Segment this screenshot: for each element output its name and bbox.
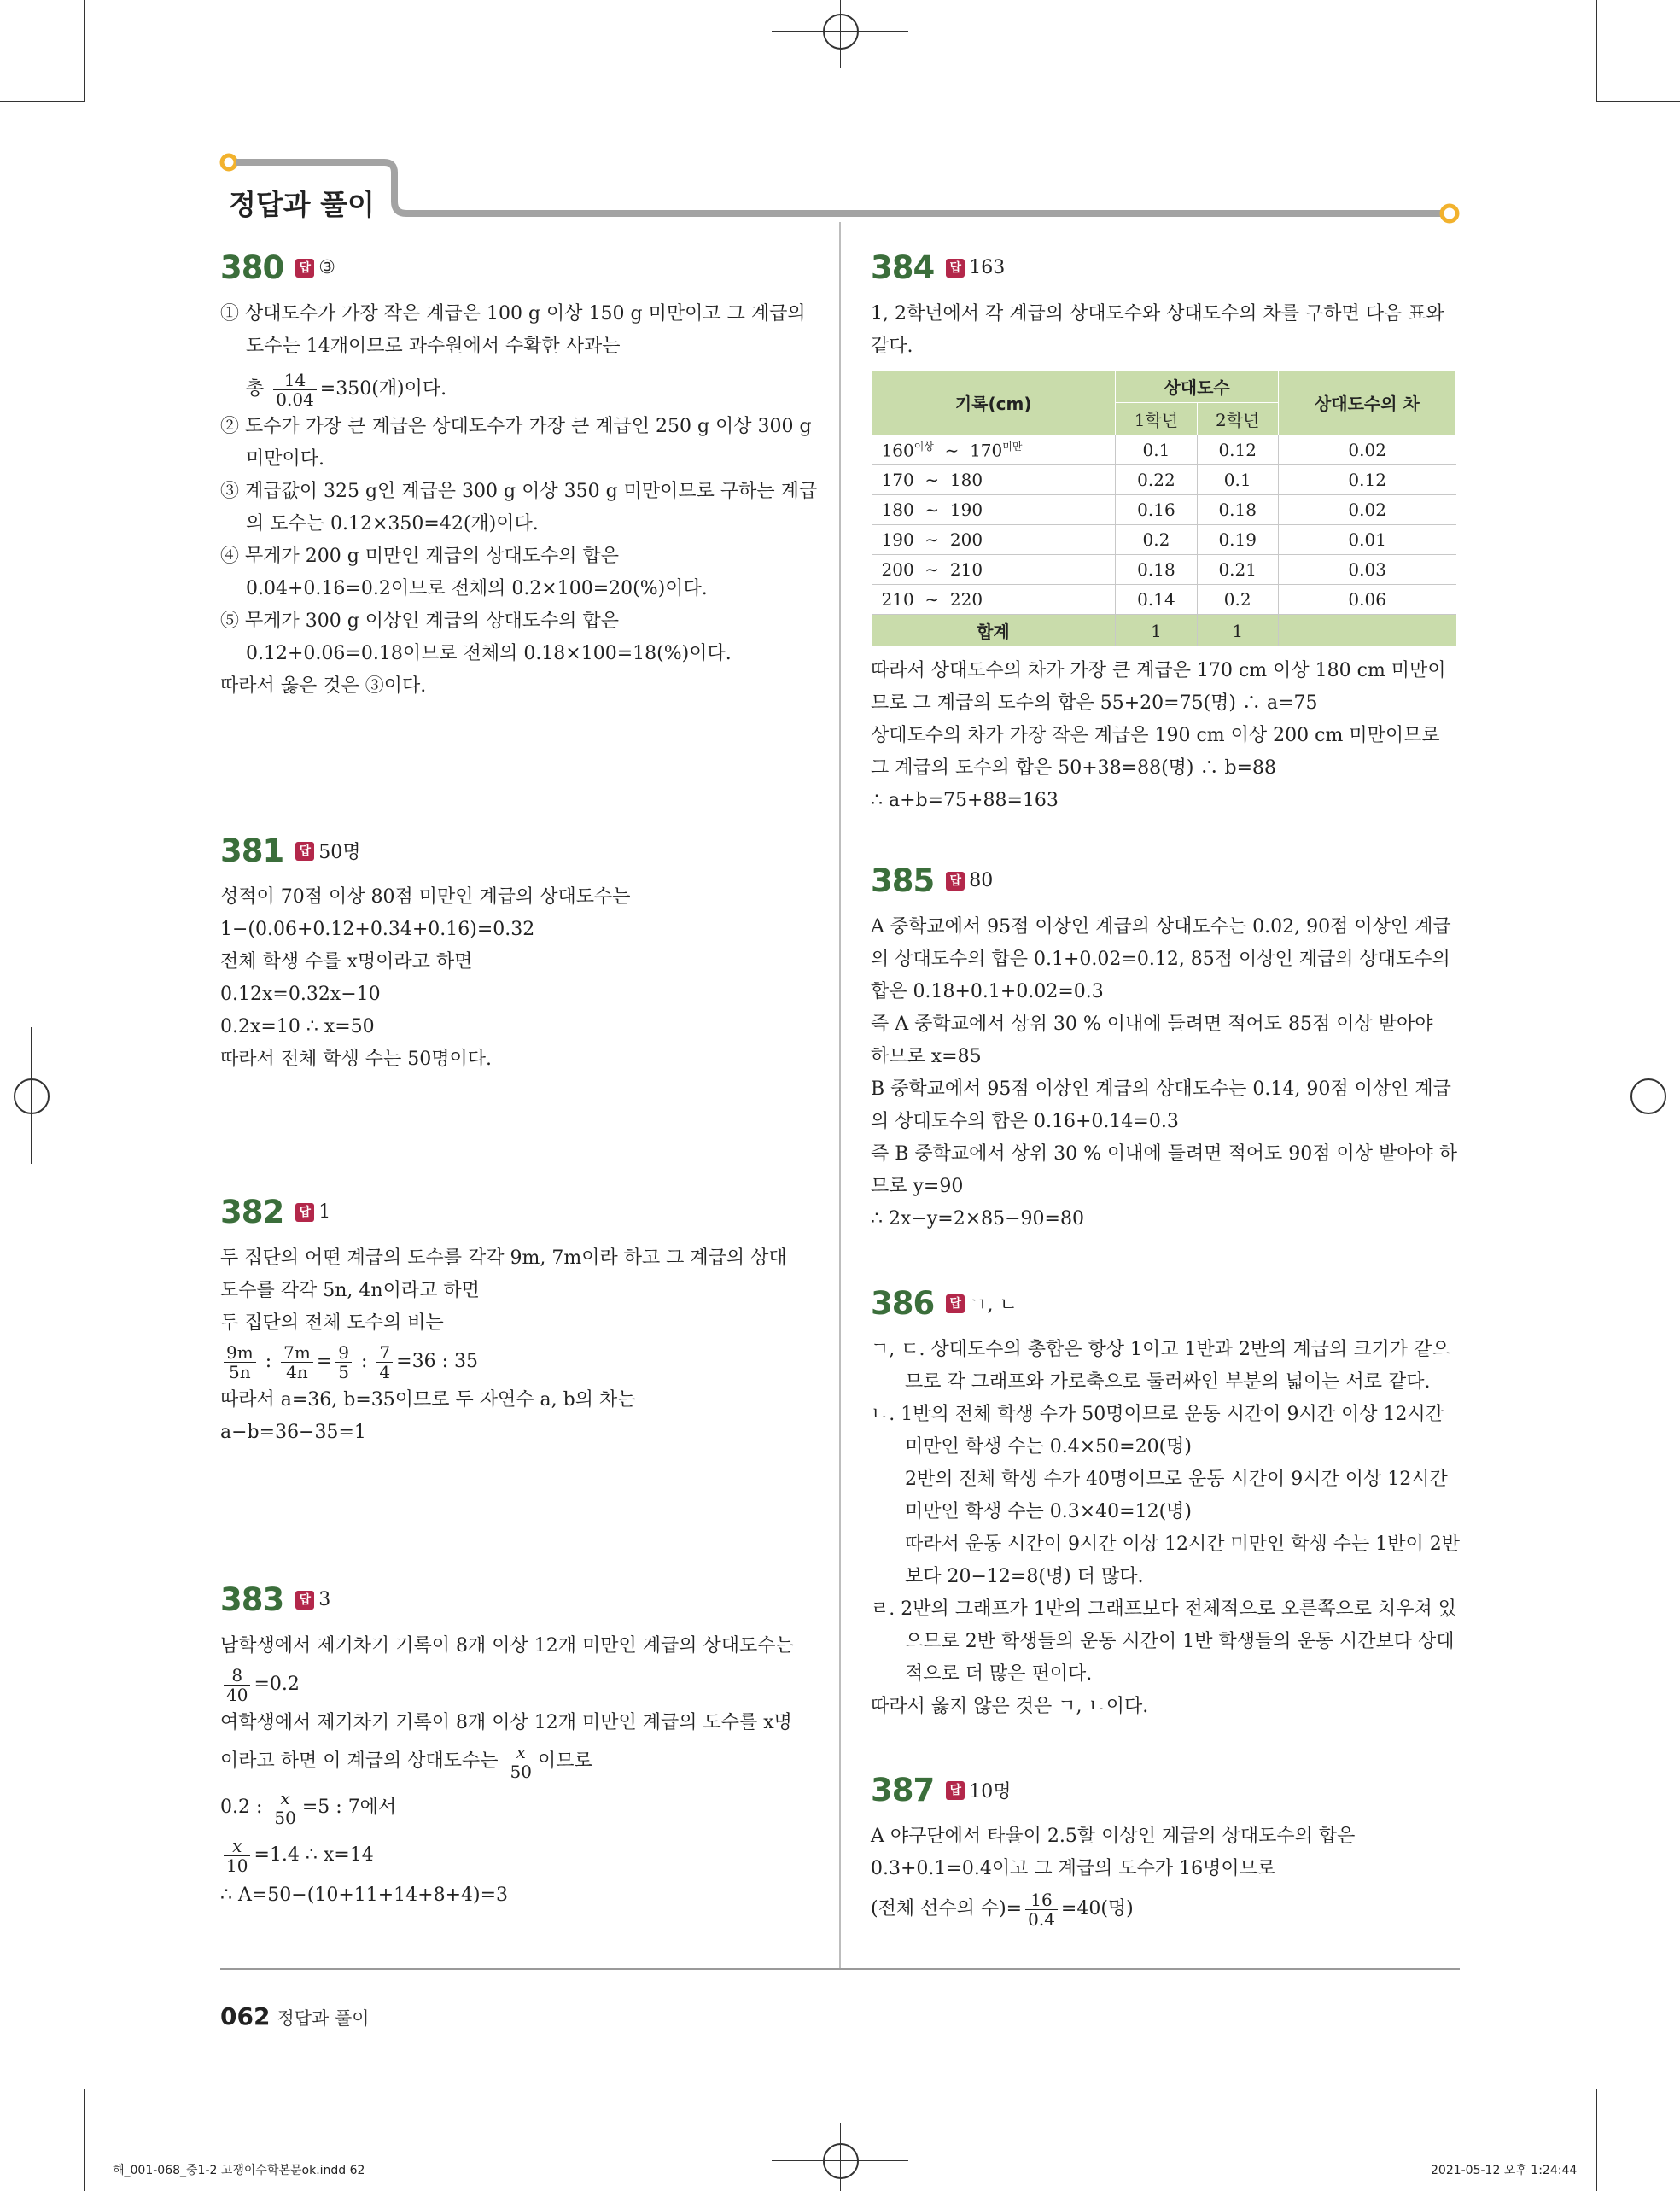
solution-line: 상대도수의 차가 가장 작은 계급은 190 cm 이상 200 cm 미만이므로 [871, 725, 1440, 746]
solution-line: 도수를 각각 5n, 4n이라고 하면 [220, 1280, 480, 1301]
answer-value: 50명 [318, 842, 361, 863]
page-number: 062 [220, 2002, 271, 2030]
solution-line: 합은 0.18+0.1+0.02=0.3 [871, 981, 1104, 1002]
solution-line: 성적이 70점 이상 80점 미만인 계급의 상대도수는 [220, 886, 631, 908]
table-cell: 0.18 [1116, 555, 1197, 585]
solution-text: 이므로 [537, 1750, 592, 1772]
relative-frequency-table [871, 370, 1456, 646]
solution-line: 따라서 옳은 것은 ③이다. [220, 675, 427, 697]
answer-badge: 답 [295, 842, 314, 861]
range-tilde: ∼ [913, 500, 950, 520]
table-cell: 190 ∼ 200 [872, 525, 1116, 555]
solution-line: ㄱ, ㄷ. 상대도수의 총합은 항상 1이고 1반과 2반의 계급의 크기가 같으 [871, 1339, 1450, 1360]
solution-line: 미만인 학생 수는 0.3×40=12(명) [905, 1501, 1193, 1522]
solution-line: 따라서 전체 학생 수는 50명이다. [220, 1049, 492, 1070]
solution-line: 0.12x=0.32x−10 [220, 984, 381, 1005]
solution-line: 즉 B 중학교에서 상위 30 % 이내에 들려면 적어도 90점 이상 받아야 하 [871, 1143, 1458, 1165]
problem-382 [220, 1194, 818, 1449]
solution-line: ③ 계급값이 325 g인 계급은 300 g 이상 350 g 미만이므로 구하는 계급 [220, 481, 818, 502]
problem-number: 384 [871, 249, 935, 286]
range-tilde: ∼ [913, 470, 950, 490]
crop-mark [1596, 101, 1680, 102]
table-cell: 0.1 [1116, 435, 1197, 465]
fraction: $\frac{9}{5}$ [335, 1343, 352, 1382]
solution-line: 도수는 14개이므로 과수원에서 수확한 사과는 [246, 336, 621, 357]
solution-line: 하므로 x=85 [871, 1046, 982, 1067]
crop-mark [0, 101, 84, 102]
problem-384 [871, 249, 1468, 817]
fraction: $\frac{9m}{5n}$ [224, 1343, 256, 1382]
print-slug-date: 2021-05-12 오후 1:24:44 [1431, 2164, 1578, 2177]
table-cell: 0.16 [1116, 495, 1197, 525]
solution-line: 보다 20−12=8(명) 더 많다. [905, 1566, 1144, 1587]
math-operator: : [361, 1351, 368, 1372]
solution-line: 전체 학생 수를 x명이라고 하면 [220, 951, 473, 973]
solution-line [220, 1739, 818, 1784]
problem-number: 380 [220, 249, 284, 286]
crop-mark [1596, 2089, 1597, 2191]
table-cell: 210 ∼ 220 [872, 585, 1116, 615]
table-cell: 0.12 [1278, 465, 1455, 495]
table-cell: 합계 [872, 615, 1116, 647]
solution-text: 총 [246, 378, 265, 400]
problem-number: 386 [871, 1285, 935, 1322]
registration-mark-circle [1630, 1078, 1666, 1114]
table-cell: 200 ∼ 210 [872, 555, 1116, 585]
table-cell: 1 [1116, 615, 1197, 647]
table-row [872, 495, 1456, 525]
table-cell: 0.06 [1278, 585, 1455, 615]
table-cell: 180 ∼ 190 [872, 495, 1116, 525]
solution-line: 같다. [871, 336, 913, 357]
problem-380 [220, 249, 818, 703]
answer-value: 1 [318, 1201, 331, 1223]
table-cell: 0.02 [1278, 495, 1455, 525]
solution-line: 남학생에서 제기차기 기록이 8개 이상 12개 미만인 계급의 상대도수는 [220, 1635, 794, 1656]
problem-number: 381 [220, 833, 284, 869]
registration-mark-circle [14, 1078, 50, 1114]
solution-line: 므로 y=90 [871, 1176, 964, 1197]
table-row [872, 525, 1456, 555]
solution-line: ④ 무게가 200 g 미만인 계급의 상대도수의 합은 [220, 546, 620, 567]
problem-number: 385 [871, 862, 935, 899]
table-row [872, 555, 1456, 585]
header-bar [213, 147, 1468, 232]
problem-381 [220, 833, 818, 1076]
table-cell: 0.12 [1197, 435, 1278, 465]
solution-text: =5 : 7에서 [301, 1797, 397, 1818]
table-header: 상대도수의 차 [1278, 371, 1455, 435]
problem-385 [871, 862, 1468, 1236]
solution-text: =350(개)이다. [319, 378, 447, 400]
solution-line: ∴ a+b=75+88=163 [871, 790, 1059, 811]
solution-line: ② 도수가 가장 큰 계급은 상대도수가 가장 큰 계급인 250 g 이상 300 g [220, 416, 812, 437]
range-tilde: ∼ [933, 440, 971, 461]
solution-line: 0.12+0.06=0.18이므로 전체의 0.18×100=18(%)이다. [246, 643, 732, 664]
table-header: 2학년 [1197, 403, 1278, 435]
fraction: $\frac{x}{50}$ [508, 1743, 534, 1781]
math-operator: = [316, 1351, 333, 1372]
table-cell: 0.21 [1197, 555, 1278, 585]
solution-line: 0.2x=10 ∴ x=50 [220, 1016, 375, 1037]
solution-line [220, 1340, 818, 1384]
solution-line: A 중학교에서 95점 이상인 계급의 상대도수는 0.02, 90점 이상인 계급 [871, 916, 1451, 938]
solution-line: 그 계급의 도수의 합은 50+38=88(명) ∴ b=88 [871, 757, 1277, 779]
solution-line: ① 상대도수가 가장 작은 계급은 100 g 이상 150 g 미만이고 그 계급의 [220, 303, 806, 324]
crop-mark [84, 0, 85, 102]
column-divider [839, 222, 841, 1968]
solution-line: 2반의 전체 학생 수가 40명이므로 운동 시간이 9시간 이상 12시간 [905, 1469, 1448, 1490]
answer-badge: 답 [295, 1203, 314, 1222]
range-tilde: ∼ [913, 529, 950, 550]
solution-line: 0.04+0.16=0.2이므로 전체의 0.2×100=20(%)이다. [246, 578, 708, 599]
table-header: 1학년 [1116, 403, 1197, 435]
solution-line: A 야구단에서 타율이 2.5할 이상인 계급의 상대도수의 합은 [871, 1826, 1356, 1847]
table-cell: 0.1 [1197, 465, 1278, 495]
fraction: $\frac{16}{0.4}$ [1025, 1890, 1058, 1929]
table-cell: 0.03 [1278, 555, 1455, 585]
solution-text: 이라고 하면 이 계급의 상대도수는 [220, 1750, 499, 1772]
solution-line: 의 상대도수의 합은 0.1+0.02=0.12, 85점 이상인 계급의 상대도수의 [871, 949, 1450, 970]
solution-line: 으므로 2반 학생들의 운동 시간이 1반 학생들의 운동 시간보다 상대 [905, 1631, 1455, 1652]
solution-text: =36 : 35 [396, 1351, 478, 1372]
table-row [872, 585, 1456, 615]
solution-line: 두 집단의 전체 도수의 비는 [220, 1312, 444, 1334]
solution-line: 따라서 a=36, b=35이므로 두 자연수 a, b의 차는 [220, 1389, 636, 1411]
solution-line: 의 도수는 0.12×350=42(개)이다. [246, 513, 539, 535]
solution-text: 0.2 : [220, 1797, 263, 1818]
solution-line: ∴ 2x−y=2×85−90=80 [871, 1208, 1084, 1230]
table-cell: 0.2 [1197, 585, 1278, 615]
solution-line: 의 상대도수의 합은 0.16+0.14=0.3 [871, 1111, 1179, 1132]
solution-line [220, 1832, 818, 1879]
fraction: $\frac{7}{4}$ [376, 1343, 393, 1382]
answer-value: ㄱ, ㄴ [969, 1294, 1018, 1316]
table-cell [1278, 615, 1455, 647]
page-header-title: 정답과 풀이 [229, 188, 375, 221]
answer-badge: 답 [946, 872, 965, 891]
solution-text: =1.4 ∴ x=14 [254, 1844, 374, 1866]
solution-line [220, 1784, 818, 1832]
range-tilde: ∼ [913, 559, 950, 580]
bottom-rule [220, 1968, 1460, 1970]
table-cell: $160^{이상}$ ∼ $170^{미만}$ [872, 435, 1116, 465]
crop-mark [84, 2089, 85, 2191]
solution-line: 즉 A 중학교에서 상위 30 % 이내에 들려면 적어도 85점 이상 받아야 [871, 1014, 1433, 1035]
table-cell: 170 ∼ 180 [872, 465, 1116, 495]
solution-line: a−b=36−35=1 [220, 1422, 366, 1443]
fraction: $\frac{14}{0.04}$ [273, 371, 317, 409]
table-header: 기록(cm) [872, 371, 1116, 435]
answer-value: 163 [969, 257, 1006, 278]
table-cell: 0.19 [1197, 525, 1278, 555]
answer-value: 80 [969, 870, 994, 891]
solution-line: ㄴ. 1반의 전체 학생 수가 50명이므로 운동 시간이 9시간 이상 12시간 [871, 1404, 1444, 1425]
answer-value: ③ [318, 257, 335, 278]
solution-line: 미만이다. [246, 448, 325, 470]
solution-line: 두 집단의 어떤 계급의 도수를 각각 9m, 7m이라 하고 그 계급의 상대 [220, 1247, 787, 1269]
table-cell: 0.01 [1278, 525, 1455, 555]
problem-number: 382 [220, 1194, 284, 1230]
solution-line: 따라서 상대도수의 차가 가장 큰 계급은 170 cm 이상 180 cm 미만이 [871, 660, 1446, 681]
problem-387 [871, 1772, 1468, 1933]
print-slug-file: 해_001-068_중1-2 고쟁이수학본문ok.indd 62 [113, 2164, 365, 2177]
solution-text: =0.2 [254, 1674, 300, 1695]
answer-badge: 답 [295, 1591, 314, 1610]
table-cell: 1 [1197, 615, 1278, 647]
table-row [872, 435, 1456, 465]
range-tilde: ∼ [913, 589, 950, 610]
solution-line: 적으로 더 많은 편이다. [905, 1663, 1093, 1685]
table-cell: 0.2 [1116, 525, 1197, 555]
solution-line: 따라서 운동 시간이 9시간 이상 12시간 미만인 학생 수는 1반이 2반 [905, 1534, 1460, 1555]
table-cell: 0.02 [1278, 435, 1455, 465]
solution-line: 따라서 옳지 않은 것은 ㄱ, ㄴ이다. [871, 1696, 1149, 1717]
answer-value: 10명 [969, 1781, 1012, 1802]
math-operator: : [265, 1351, 272, 1372]
problem-number: 383 [220, 1581, 284, 1618]
solution-text: (전체 선수의 수)= [871, 1898, 1023, 1919]
table-cell: 0.22 [1116, 465, 1197, 495]
solution-line: 1−(0.06+0.12+0.34+0.16)=0.32 [220, 919, 535, 940]
registration-mark-circle [823, 2143, 859, 2179]
answer-badge: 답 [295, 259, 314, 278]
table-cell: 0.18 [1197, 495, 1278, 525]
solution-text: =40(명) [1060, 1898, 1134, 1919]
fraction: $\frac{8}{40}$ [224, 1666, 250, 1704]
table-row-total [872, 615, 1456, 647]
answer-value: 3 [318, 1589, 331, 1610]
problem-383 [220, 1581, 818, 1912]
page-footer [220, 2002, 370, 2030]
answer-badge: 답 [946, 259, 965, 278]
solution-line: 0.3+0.1=0.4이고 그 계급의 도수가 16명이므로 [871, 1858, 1276, 1879]
problem-386 [871, 1285, 1468, 1723]
crop-mark [1596, 0, 1597, 102]
solution-line: 므로 그 계급의 도수의 합은 55+20=75(명) ∴ a=75 [871, 692, 1318, 714]
solution-line: 미만인 학생 수는 0.4×50=20(명) [905, 1436, 1193, 1458]
solution-line: ⑤ 무게가 300 g 이상인 계급의 상대도수의 합은 [220, 611, 620, 632]
table-header: 상대도수 [1116, 371, 1279, 403]
solution-line: ∴ A=50−(10+11+14+8+4)=3 [220, 1884, 509, 1906]
problem-number: 387 [871, 1772, 935, 1808]
answer-badge: 답 [946, 1781, 965, 1800]
solution-line [220, 1662, 818, 1707]
table-cell: 0.14 [1116, 585, 1197, 615]
solution-line: 여학생에서 제기차기 기록이 8개 이상 12개 미만인 계급의 도수를 x명 [220, 1712, 792, 1733]
fraction: $\frac{x}{10}$ [224, 1837, 250, 1875]
answer-badge: 답 [946, 1294, 965, 1313]
solution-line: ㄹ. 2반의 그래프가 1반의 그래프보다 전체적으로 오른쪽으로 치우쳐 있 [871, 1598, 1456, 1620]
page-footer-label: 정답과 풀이 [277, 2008, 370, 2029]
solution-line: 므로 각 그래프와 가로축으로 둘러싸인 부분의 넓이는 서로 같다. [905, 1371, 1431, 1393]
solution-line: B 중학교에서 95점 이상인 계급의 상대도수는 0.14, 90점 이상인 계급 [871, 1078, 1451, 1100]
registration-mark-circle [823, 14, 859, 50]
table-row [872, 465, 1456, 495]
fraction: $\frac{x}{50}$ [271, 1789, 298, 1827]
solution-line [220, 368, 818, 411]
solution-line [871, 1885, 1468, 1933]
solution-line: 1, 2학년에서 각 계급의 상대도수와 상대도수의 차를 구하면 다음 표와 [871, 303, 1444, 324]
fraction: $\frac{7m}{4n}$ [281, 1343, 313, 1382]
